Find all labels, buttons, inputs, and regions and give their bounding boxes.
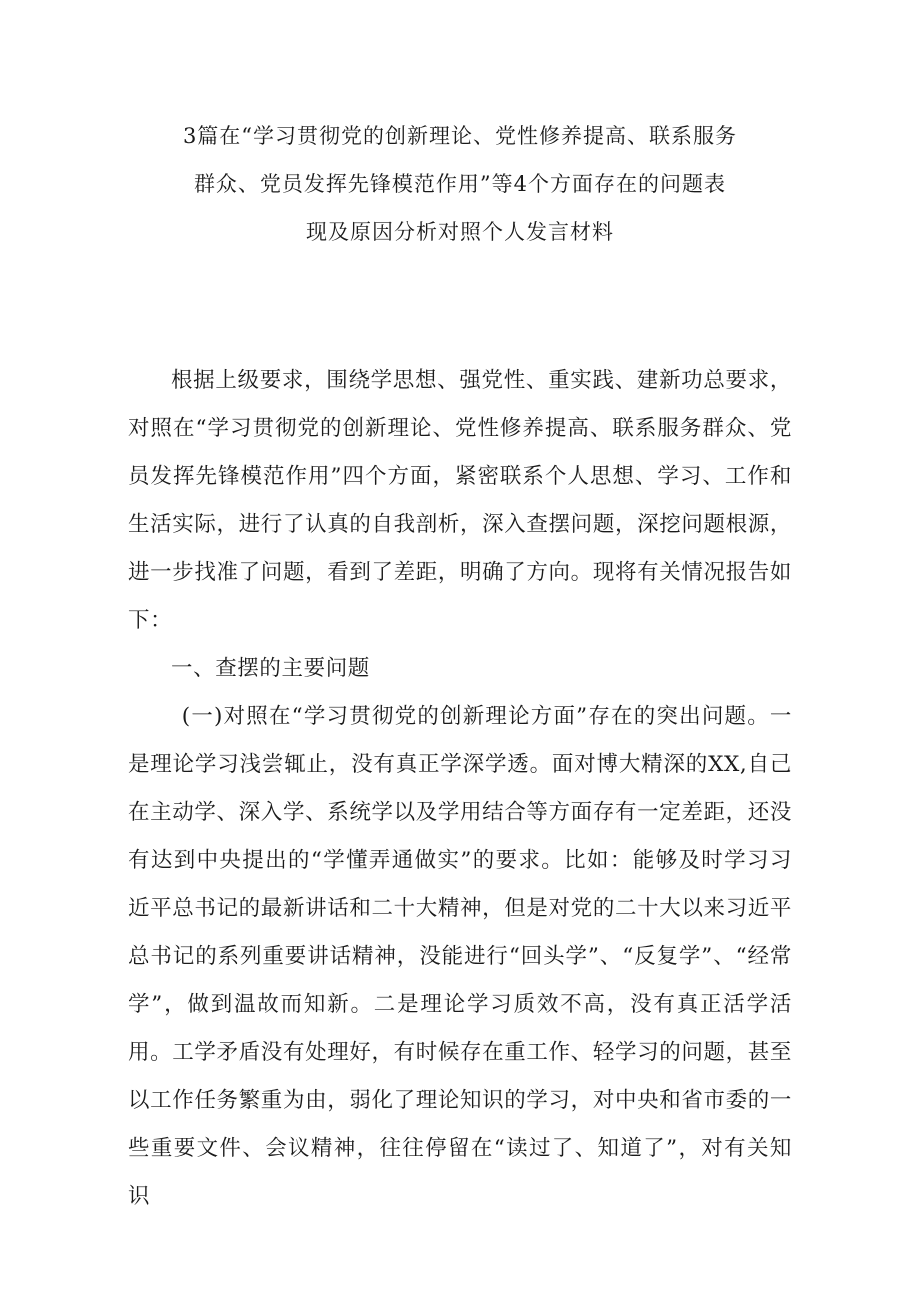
document-body [128,357,792,1221]
document-title [100,112,820,256]
title-line-3: 现及原因分析对照个人发言材料 [306,220,614,244]
section-paragraph: (一)对照在“学习贯彻党的创新理论方面”存在的突出问题。一是理论学习浅尝辄止，没有真正学深学透。面对博大精深的XX,自己在主动学、深入学、系统学以及学用结合等方面存有一定差距，还没有达到中央提出的“学懂弄通做实”的要求。比如：能够及时学习习近平总书记的最新讲话和二十大精神，但是对党的二十大以来习近平总书记的系列重要讲话精神，没能进行“回头学”、“反复学”、“经常学”，做到温故而知新。二是理论学习质效不高，没有真正活学活用。工学矛盾没有处理好，有时候存在重工作、轻学习的问题，甚至以工作任务繁重为由，弱化了理论知识的学习，对中央和省市委的一些重要文件、会议精神，往往停留在“读过了、知道了”，对有关知识 [128,704,792,1209]
intro-paragraph: 根据上级要求，围绕学思想、强党性、重实践、建新功总要求，对照在“学习贯彻党的创新理论、党性修养提高、联系服务群众、党员发挥先锋模范作用”四个方面，紧密联系个人思想、学习、工作和生活实际，进行了认真的自我剖析，深入查摆问题，深挖问题根源，进一步找准了问题，看到了差距，明确了方向。现将有关情况报告如下： [128,368,792,633]
title-line-1: 3篇在“学习贯彻党的创新理论、党性修养提高、联系服务 [182,124,738,148]
section-heading: 一、查摆的主要问题 [171,656,370,681]
title-line-2: 群众、党员发挥先锋模范作用”等4个方面存在的问题表 [193,172,727,196]
